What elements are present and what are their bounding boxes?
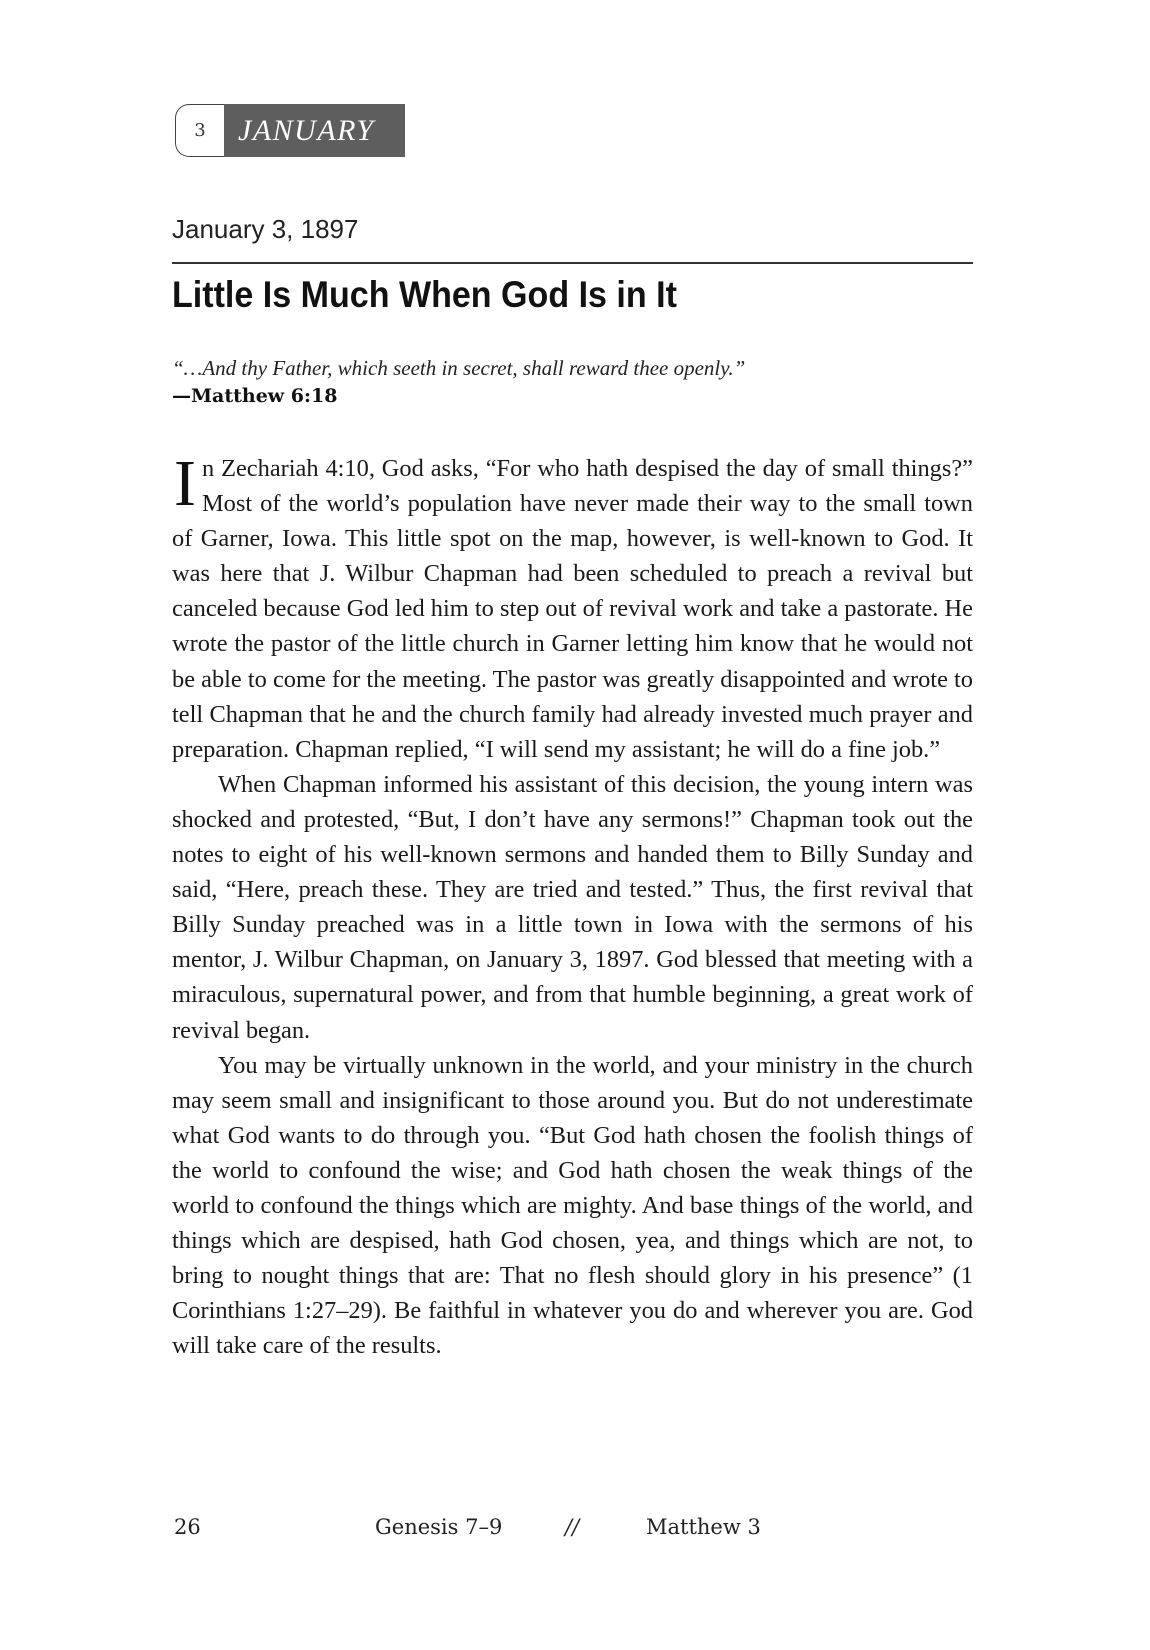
drop-cap: I <box>174 447 196 520</box>
date-badge <box>175 104 405 157</box>
day-number: 3 <box>175 104 224 157</box>
page-title: Little Is Much When God Is in It <box>172 274 677 315</box>
month-label: JANUARY <box>224 104 405 157</box>
body-text <box>172 447 973 1363</box>
scripture-reference: —Matthew 6:18 <box>172 385 338 407</box>
reading-new-testament: Matthew 3 <box>646 1515 761 1539</box>
entry-date: January 3, 1897 <box>172 214 359 244</box>
reading-separator: // <box>565 1515 580 1539</box>
paragraph: You may be virtually unknown in the world, and your ministry in the church may seem small and insignificant to those around you. But do not underestimate what God wants to do through you. “But God hath chosen the foolish things of the world to confound the wise; and God hath chosen the weak things of the world to confound the things which are mighty. And base things of the world, and things which are despised, hath God chosen, yea, and things which are not, to bring to nought things that are: That no flesh should glory in his presence” (1 Corinthians 1:27–29). Be faithful in whatever you do and wherever you are. God will take care of the results. <box>172 1051 973 1360</box>
reading-old-testament: Genesis 7–9 <box>375 1515 503 1539</box>
paragraph <box>172 447 973 767</box>
page-number: 26 <box>174 1515 201 1539</box>
scripture-verse: “…And thy Father, which seeth in secret, shall reward thee openly.” <box>172 356 746 380</box>
divider-rule <box>172 262 973 264</box>
paragraph: When Chapman informed his assistant of this decision, the young intern was shocked and protested, “But, I don’t have any sermons!” Chapman took out the notes to eight of his well-known sermons and handed them to Billy Sunday and said, “Here, preach these. They are tried and tested.” Thus, the first revival that Billy Sunday preached was in a little town in Iowa with the sermons of his mentor, J. Wilbur Chapman, on January 3, 1897. God blessed that meeting with a miraculous, supernatural power, and from that humble beginning, a great work of revival began. <box>172 770 973 1044</box>
paragraph-text: n Zechariah 4:10, God asks, “For who hath despised the day of small things?” Most of the world’s population have never made their way to the small town of Garner, Iowa. This little spot on the map, however, is well-known to God. It was here that J. Wilbur Chapman had been scheduled to preach a revival but canceled because God led him to step out of revival work and take a pastorate. He wrote the pastor of the little church in Garner letting him know that he would not be able to come for the meeting. The pastor was greatly disappointed and wrote to tell Chapman that he and the church family had already invested much prayer and preparation. Chapman replied, “I will send my assistant; he will do a fine job.” <box>172 455 973 763</box>
